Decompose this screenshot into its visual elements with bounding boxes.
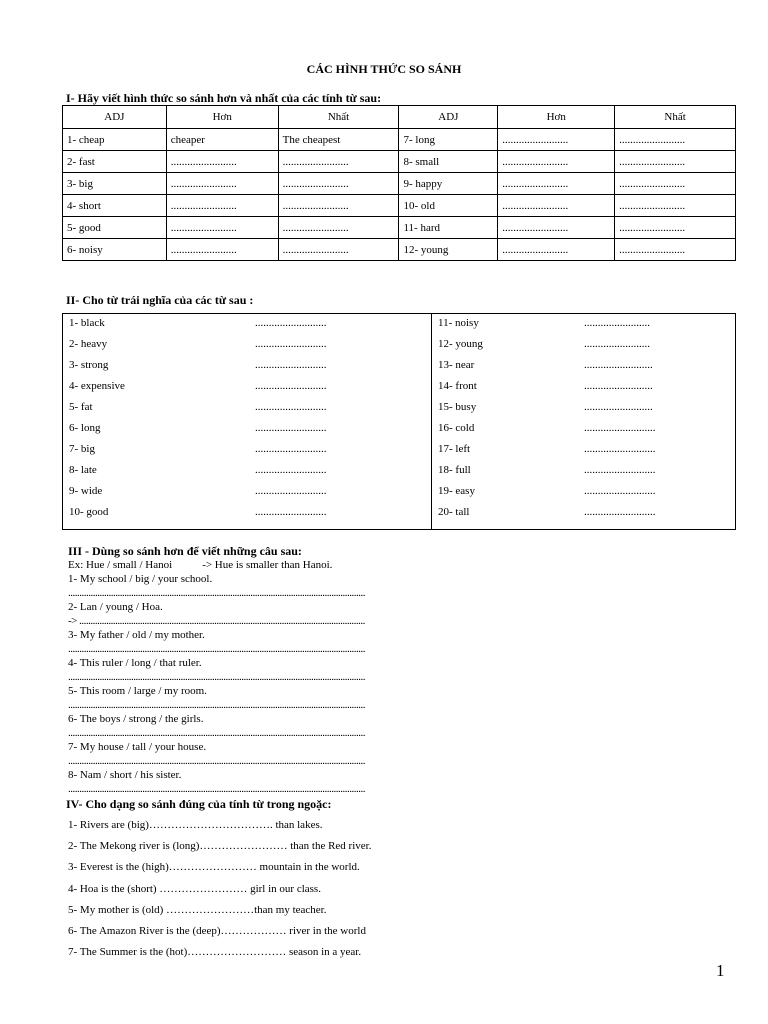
column-divider	[431, 314, 432, 529]
table-header-row	[63, 106, 736, 129]
table-cell: ........................	[278, 173, 399, 195]
list-item	[438, 506, 728, 527]
table-cell: ........................	[498, 217, 615, 239]
table-cell: The cheapest	[278, 129, 399, 151]
list-item	[438, 359, 728, 380]
column-header: Nhất	[278, 106, 399, 129]
answer-blank: .........................	[584, 380, 653, 392]
answer-line: ....................................................................................................................................	[68, 755, 365, 767]
list-item	[69, 338, 429, 359]
section3	[68, 544, 528, 796]
section2-heading: II- Cho từ trái nghĩa của các từ sau :	[66, 293, 254, 307]
exercise-sentence: 5- My mother is (old) ……………………than my teacher.	[68, 903, 327, 916]
table-cell: ........................	[615, 173, 736, 195]
table-row	[63, 217, 736, 239]
antonym-column-right	[438, 317, 728, 527]
page-title: CÁC HÌNH THỨC SO SÁNH	[306, 62, 462, 76]
table-cell: cheaper	[166, 129, 278, 151]
answer-blank: ..........................	[255, 338, 327, 350]
table-cell: ........................	[498, 173, 615, 195]
example-answer: -> Hue is smaller than Hanoi.	[202, 559, 333, 571]
section4-heading: IV- Cho dạng so sánh đúng của tính từ trong ngoặc:	[66, 797, 332, 811]
list-item	[69, 422, 429, 443]
exercise-sentence: 1- Rivers are (big)……………………………. than lakes.	[68, 819, 323, 831]
answer-line: ....................................................................................................................................	[68, 587, 365, 599]
exercise-prompt: 2- Lan / young / Hoa.	[68, 601, 163, 613]
answer-blank: ..........................	[255, 359, 327, 371]
list-item	[438, 380, 728, 401]
exercise-prompt: 8- Nam / short / his sister.	[68, 769, 182, 781]
table-cell: ........................	[166, 195, 278, 217]
table-cell: 6- noisy	[63, 239, 167, 261]
column-header: Hơn	[166, 106, 278, 129]
exercise-prompt: 7- My house / tall / your house.	[68, 741, 207, 753]
word-label: 16- cold	[438, 422, 475, 434]
exercise-prompt: 5- This room / large / my room.	[68, 685, 207, 697]
table-cell: ........................	[166, 151, 278, 173]
word-label: 14- front	[438, 380, 477, 392]
table-cell: 5- good	[63, 217, 167, 239]
word-label: 2- heavy	[69, 338, 108, 350]
exercise-prompt: 3- My father / old / my mother.	[68, 629, 205, 641]
table-cell: 10- old	[399, 195, 498, 217]
table-row	[63, 195, 736, 217]
column-header: Hơn	[498, 106, 615, 129]
table-cell: 7- long	[399, 129, 498, 151]
word-label: 8- late	[69, 464, 97, 476]
example-prompt: Ex: Hue / small / Hanoi	[68, 559, 173, 571]
table-cell: ........................	[278, 217, 399, 239]
exercise-prompt: 4- This ruler / long / that ruler.	[68, 657, 202, 669]
list-item	[69, 359, 429, 380]
answer-blank: .........................	[584, 401, 653, 413]
word-label: 1- black	[69, 317, 105, 329]
exercise-sentence: 4- Hoa is the (short) …………………… girl in our class.	[68, 882, 321, 895]
answer-blank: ..........................	[255, 380, 327, 392]
exercise-prompt: 6- The boys / strong / the girls.	[68, 713, 204, 725]
exercise-sentence: 3- Everest is the (high)…………………… mountain in the world.	[68, 861, 360, 874]
list-item	[69, 506, 429, 527]
antonym-box	[62, 313, 736, 530]
answer-line: ....................................................................................................................................	[68, 643, 365, 655]
list-item	[69, 485, 429, 506]
answer-blank: ..........................	[584, 443, 656, 455]
table-row	[63, 173, 736, 195]
column-header: ADJ	[63, 106, 167, 129]
exercise-sentence: 7- The Summer is the (hot)……………………… season in a year.	[68, 946, 362, 959]
table-cell: ........................	[278, 151, 399, 173]
word-label: 12- young	[438, 338, 483, 350]
answer-blank: ..........................	[255, 317, 327, 329]
list-item	[438, 485, 728, 506]
section4	[68, 815, 568, 963]
word-label: 3- strong	[69, 359, 109, 371]
answer-blank: ..........................	[584, 506, 656, 518]
column-header: Nhất	[615, 106, 736, 129]
list-item	[438, 401, 728, 422]
section1-heading: I- Hãy viết hình thức so sánh hơn và nhất của các tính từ sau:	[66, 91, 382, 105]
word-label: 13- near	[438, 359, 475, 371]
answer-line: ....................................................................................................................................	[68, 671, 365, 683]
section3-heading: III - Dùng so sánh hơn để viết những câu sau:	[68, 544, 302, 558]
answer-blank: ..........................	[584, 485, 656, 497]
answer-blank: ..........................	[255, 422, 327, 434]
table-cell: ........................	[498, 129, 615, 151]
table-cell: 1- cheap	[63, 129, 167, 151]
table-cell: 4- short	[63, 195, 167, 217]
list-item	[438, 317, 728, 338]
word-label: 15- busy	[438, 401, 477, 413]
word-label: 10- good	[69, 506, 109, 518]
antonym-column-left	[69, 317, 429, 527]
list-item	[69, 443, 429, 464]
table-cell: ........................	[615, 239, 736, 261]
list-item	[438, 443, 728, 464]
word-label: 6- long	[69, 422, 101, 434]
table-cell: ........................	[498, 195, 615, 217]
list-item	[438, 338, 728, 359]
table-cell: ........................	[278, 195, 399, 217]
table-cell: 12- young	[399, 239, 498, 261]
exercise-sentence: 6- The Amazon River is the (deep)……………… river in the world	[68, 924, 366, 937]
column-header: ADJ	[399, 106, 498, 129]
answer-blank: .........................	[584, 359, 653, 371]
word-label: 19- easy	[438, 485, 475, 497]
comparison-table	[62, 105, 736, 261]
table-row	[63, 239, 736, 261]
exercise-prompt: 1- My school / big / your school.	[68, 573, 213, 585]
example-line	[68, 558, 528, 572]
table-cell: ........................	[615, 151, 736, 173]
word-label: 17- left	[438, 443, 471, 455]
table-cell: ........................	[615, 129, 736, 151]
list-item	[69, 464, 429, 485]
answer-blank: ..........................	[584, 464, 656, 476]
answer-blank: ..........................	[255, 485, 327, 497]
table-cell: ........................	[166, 217, 278, 239]
word-label: 7- big	[69, 443, 95, 455]
word-label: 20- tall	[438, 506, 470, 518]
answer-blank: ..........................	[255, 443, 327, 455]
table-cell: ........................	[615, 217, 736, 239]
list-item	[69, 380, 429, 401]
table-cell: ........................	[615, 195, 736, 217]
answer-line: ....................................................................................................................................	[68, 783, 365, 795]
table-cell: ........................	[498, 239, 615, 261]
list-item	[438, 422, 728, 443]
word-label: 18- full	[438, 464, 471, 476]
answer-line: ....................................................................................................................................	[68, 727, 365, 739]
answer-line: -> ...............................................................................................................................	[68, 615, 365, 627]
answer-blank: ........................	[584, 317, 650, 329]
table-cell: 8- small	[399, 151, 498, 173]
answer-blank: ..........................	[255, 506, 327, 518]
table-cell: ........................	[498, 151, 615, 173]
table-cell: 9- happy	[399, 173, 498, 195]
list-item	[438, 464, 728, 485]
answer-blank: ..........................	[255, 401, 327, 413]
exercise-sentence: 2- The Mekong river is (long)…………………… than the Red river.	[68, 840, 372, 853]
answer-blank: ........................	[584, 338, 650, 350]
table-cell: 2- fast	[63, 151, 167, 173]
word-label: 5- fat	[69, 401, 93, 413]
table-cell: ........................	[166, 173, 278, 195]
table-cell: 3- big	[63, 173, 167, 195]
answer-line: ....................................................................................................................................	[68, 699, 365, 711]
word-label: 11- noisy	[438, 317, 479, 329]
word-label: 4- expensive	[69, 380, 125, 392]
list-item	[69, 317, 429, 338]
answer-blank: ..........................	[255, 464, 327, 476]
table-row	[63, 151, 736, 173]
table-cell: ........................	[278, 239, 399, 261]
list-item	[69, 401, 429, 422]
table-cell: ........................	[166, 239, 278, 261]
word-label: 9- wide	[69, 485, 103, 497]
table-row	[63, 129, 736, 151]
answer-blank: ..........................	[584, 422, 656, 434]
page-number: 1	[716, 961, 725, 980]
table-cell: 11- hard	[399, 217, 498, 239]
